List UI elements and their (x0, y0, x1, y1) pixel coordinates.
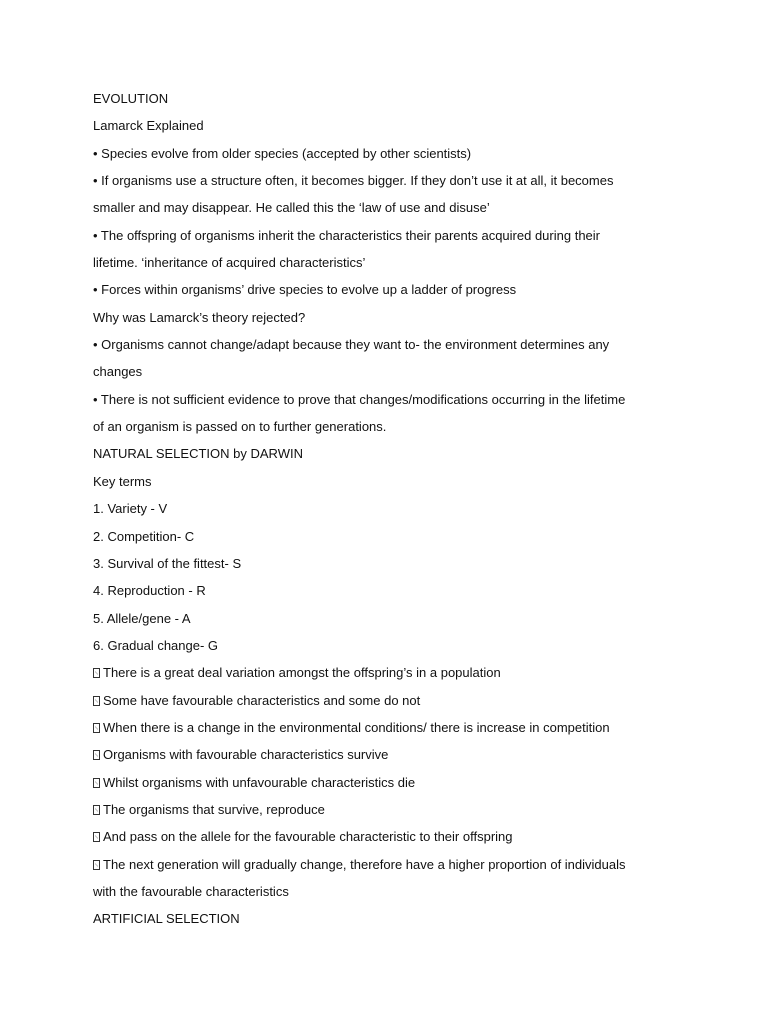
missing-glyph-icon (93, 832, 100, 842)
missing-glyph-icon (93, 750, 100, 760)
rejected-point-1: • Organisms cannot change/adapt because they want to- the environment determines any (93, 337, 610, 353)
darwin-point-4: Organisms with favourable characteristics survive (93, 741, 673, 768)
key-term-6: 6. Gradual change- G (93, 637, 219, 653)
missing-glyph-icon (93, 805, 100, 815)
key-term-3: 3. Survival of the fittest- S (93, 555, 242, 571)
lamarck-point-4: • Forces within organisms’ drive species to evolve up a ladder of progress (93, 282, 517, 298)
key-term-4: 4. Reproduction - R (93, 583, 206, 599)
lamarck-point-3: • The offspring of organisms inherit the characteristics their parents acquired during their (93, 227, 600, 243)
lamarck-point-1: • Species evolve from older species (accepted by other scientists) (93, 145, 472, 161)
heading-natural-selection: NATURAL SELECTION by DARWIN (93, 446, 303, 462)
rejected-point-1-cont: changes (93, 364, 143, 380)
lamarck-point-2: • If organisms use a structure often, it becomes bigger. If they don’t use it at all, it becomes (93, 173, 614, 189)
key-term-5: 5. Allele/gene - A (93, 610, 191, 626)
darwin-point-2: Some have favourable characteristics and some do not (93, 687, 673, 714)
heading-artificial-selection: ARTIFICIAL SELECTION (93, 911, 240, 927)
darwin-point-5: Whilst organisms with unfavourable characteristics die (93, 769, 673, 796)
darwin-point-8: The next generation will gradually change, therefore have a higher proportion of individuals (93, 851, 673, 878)
rejected-point-2-cont: of an organism is passed on to further generations. (93, 419, 387, 435)
subheading-key-terms: Key terms (93, 473, 152, 489)
subheading-rejected: Why was Lamarck’s theory rejected? (93, 309, 306, 325)
darwin-point-1: There is a great deal variation amongst the offspring’s in a population (93, 659, 673, 686)
missing-glyph-icon (93, 860, 100, 870)
missing-glyph-icon (93, 723, 100, 733)
key-term-2: 2. Competition- C (93, 528, 195, 544)
darwin-point-8-cont: with the favourable characteristics (93, 883, 289, 899)
darwin-point-6: The organisms that survive, reproduce (93, 796, 673, 823)
lamarck-point-3-cont: lifetime. ‘inheritance of acquired characteristics’ (93, 255, 366, 271)
rejected-point-2: • There is not sufficient evidence to prove that changes/modifications occurring in the lifetime (93, 391, 626, 407)
lamarck-point-2-cont: smaller and may disappear. He called this the ‘law of use and disuse’ (93, 200, 490, 216)
key-term-1: 1. Variety - V (93, 501, 168, 517)
darwin-point-3: When there is a change in the environmental conditions/ there is increase in competition (93, 714, 673, 741)
missing-glyph-icon (93, 668, 100, 678)
darwin-point-7: And pass on the allele for the favourable characteristic to their offspring (93, 823, 673, 850)
missing-glyph-icon (93, 778, 100, 788)
document-page (93, 85, 673, 933)
missing-glyph-icon (93, 696, 100, 706)
subheading-lamarck: Lamarck Explained (93, 118, 204, 134)
heading-evolution: EVOLUTION (93, 91, 169, 106)
